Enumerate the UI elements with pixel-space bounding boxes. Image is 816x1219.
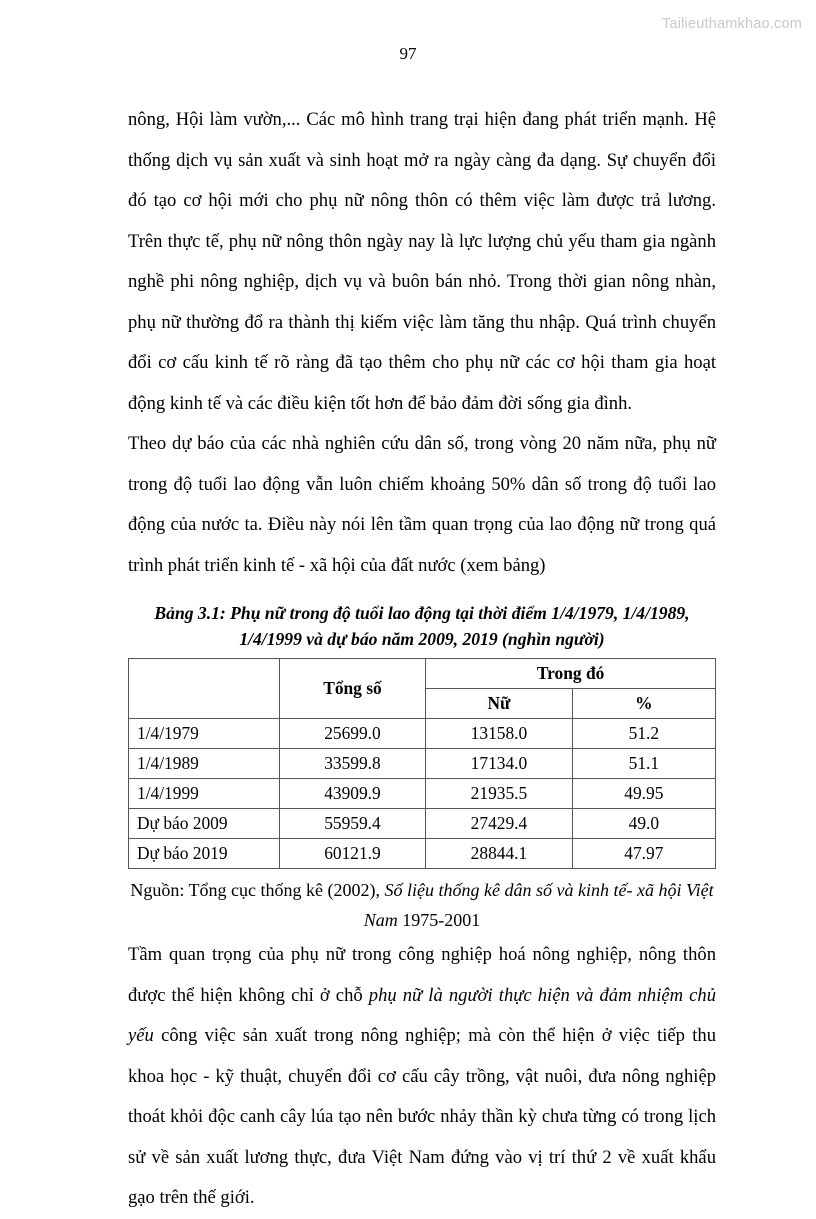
paragraph-3 (128, 935, 716, 1219)
cell-total: 60121.9 (279, 839, 425, 869)
paragraph-2: Theo dự báo của các nhà nghiên cứu dân số, trong vòng 20 năm nữa, phụ nữ trong độ tuổi lao động vẫn luôn chiếm khoảng 50% dân số trong độ tuổi lao động của nước ta. Điều này nói lên tầm quan trọng của lao động nữ trong quá trình phát triển kinh tế - xã hội của đất nước (xem bảng) (128, 433, 716, 576)
source-title: Số liệu thống kê dân số và kinh tế- xã hội Việt Nam (363, 880, 714, 930)
cell-female: 21935.5 (426, 779, 572, 809)
paragraph-3-part-1: Tầm quan trọng của phụ nữ trong công nghiệp hoá nông nghiệp, nông thôn được thể hiện không chỉ ở chỗ (128, 944, 716, 1006)
table-body (129, 719, 716, 869)
table-row (129, 779, 716, 809)
table-caption (128, 600, 716, 652)
paragraph-3-emphasis: phụ nữ là người thực hiện và đảm nhiệm chủ yếu (128, 984, 716, 1046)
cell-total: 33599.8 (279, 749, 425, 779)
cell-female: 13158.0 (426, 719, 572, 749)
cell-period: 1/4/1979 (129, 719, 280, 749)
data-table (128, 658, 716, 869)
table-row (129, 749, 716, 779)
table-row (129, 719, 716, 749)
cell-percent: 49.0 (572, 809, 715, 839)
cell-total: 55959.4 (279, 809, 425, 839)
table-row (129, 809, 716, 839)
cell-female: 27429.4 (426, 809, 572, 839)
header-total: Tổng số (279, 659, 425, 719)
cell-period: Dự báo 2009 (129, 809, 280, 839)
cell-female: 17134.0 (426, 749, 572, 779)
source-prefix: Nguồn: Tổng cục thống kê (2002), (130, 880, 385, 900)
table-header-row-1 (129, 659, 716, 689)
watermark-text: Tailieuthamkhao.com (661, 16, 802, 32)
page-content (128, 100, 716, 1219)
cell-percent: 51.2 (572, 719, 715, 749)
paragraph-3-part-2: công việc sản xuất trong nông nghiệp; mà còn thể hiện ở việc tiếp thu khoa học - kỹ thuật, chuyển đổi cơ cấu cây trồng, vật nuôi, đưa nông nghiệp thoát khỏi độc canh cây lúa tạo nên bước nhảy thần kỳ chưa từng có trong lịch sử về sản xuất lương thực, đưa Việt Nam đứng vào vị trí thứ 2 về xuất khẩu gạo trên thế giới. (128, 1025, 716, 1208)
header-female: Nữ (426, 689, 572, 719)
header-corner (129, 659, 280, 719)
source-note (128, 875, 716, 935)
table-caption-line-2: 1/4/1999 và dự báo năm 2009, 2019 (nghìn người) (239, 629, 605, 649)
source-suffix: 1975-2001 (397, 910, 481, 930)
cell-percent: 47.97 (572, 839, 715, 869)
cell-percent: 49.95 (572, 779, 715, 809)
table-caption-line-1: Bảng 3.1: Phụ nữ trong độ tuổi lao động tại thời điểm 1/4/1979, 1/4/1989, (154, 603, 690, 623)
cell-period: 1/4/1989 (129, 749, 280, 779)
table-head (129, 659, 716, 719)
header-group-trong-do: Trong đó (426, 659, 716, 689)
cell-total: 25699.0 (279, 719, 425, 749)
cell-period: 1/4/1999 (129, 779, 280, 809)
cell-total: 43909.9 (279, 779, 425, 809)
cell-period: Dự báo 2019 (129, 839, 280, 869)
header-percent: % (572, 689, 715, 719)
paragraph-1: nông, Hội làm vườn,... Các mô hình trang trại hiện đang phát triển mạnh. Hệ thống dịch vụ sản xuất và sinh hoạt mở ra ngày càng đa dạng. Sự chuyển đổi đó tạo cơ hội mới cho phụ nữ nông thôn có thêm việc làm được trả lương. Trên thực tế, phụ nữ nông thôn ngày nay là lực lượng chủ yếu tham gia ngành nghề phi nông nghiệp, dịch vụ và buôn bán nhỏ. Trong thời gian nông nhàn, phụ nữ thường đổ ra thành thị kiếm việc làm tăng thu nhập. Quá trình chuyển đổi cơ cấu kinh tế rõ ràng đã tạo thêm cho phụ nữ các cơ hội tham gia hoạt động kinh tế và các điều kiện tốt hơn để bảo đảm đời sống gia đình. (128, 109, 716, 414)
cell-female: 28844.1 (426, 839, 572, 869)
cell-percent: 51.1 (572, 749, 715, 779)
table-row (129, 839, 716, 869)
page-number: 97 (399, 44, 417, 63)
